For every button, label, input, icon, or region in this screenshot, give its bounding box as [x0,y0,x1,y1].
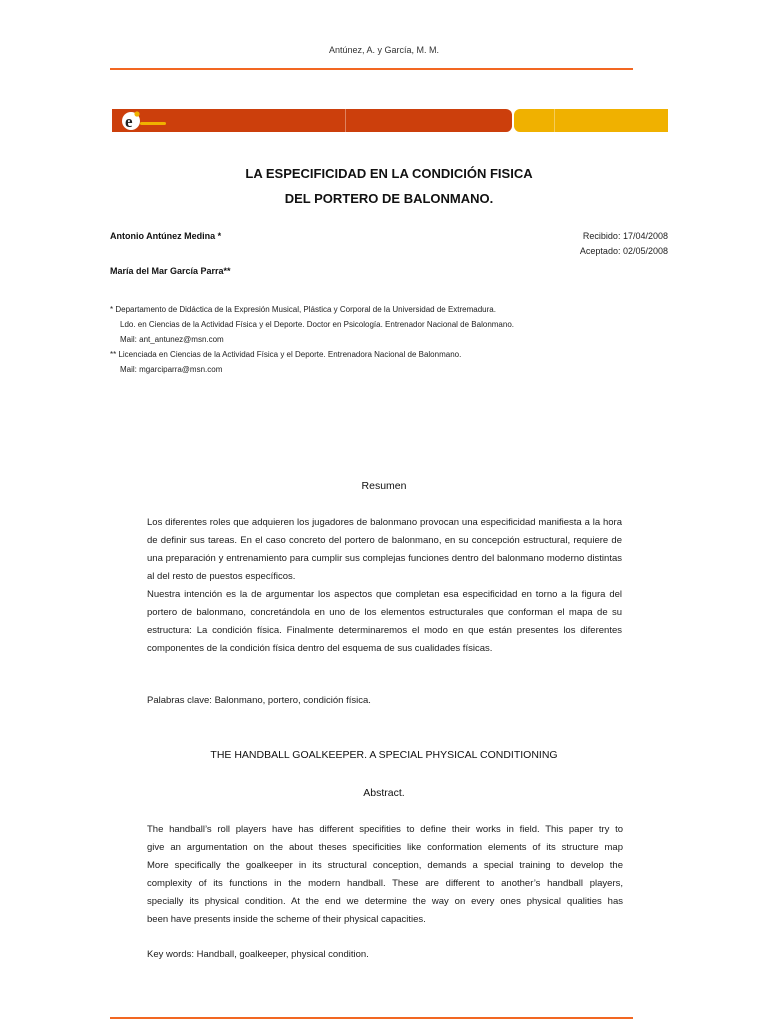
banner-yellow-bar [514,109,668,132]
abstract-line: give an argumentation on the about theses specificities like conformation elements of its structure map [147,842,623,853]
running-head: Antúnez, A. y García, M. M. [328,45,440,55]
accepted-date: Aceptado: 02/05/2008 [579,246,668,256]
banner-red-bar [112,109,512,132]
affiliations [110,302,514,377]
affiliation-line: * Departamento de Didáctica de la Expresión Musical, Plástica y Corporal de la Universidad de Extremadura. [110,305,496,314]
abstract-line: specially its physical condition. At the end we determine the way on every ones physical qualities has [147,896,623,907]
author-2: María del Mar García Parra** [110,266,231,276]
key-words: Key words: Handball, goalkeeper, physical condition. [147,949,369,960]
e-balonmano-logo-icon [120,110,170,132]
svg-text:e: e [125,112,133,131]
abstract-line: The handball’s roll players have has different specifities to define their works in field. This paper try to [147,824,623,835]
abstract-line: More specifically the goalkeeper in its structural conception, demands a special training to develop the [147,860,623,871]
received-date: Recibido: 17/04/2008 [582,231,668,241]
banner-divider [345,109,346,132]
resumen-paragraph-1: Los diferentes roles que adquieren los jugadores de balonmano provocan una especificidad manifiesta a la hora de definir sus tareas. En el caso concreto del portero de balonmano, en su concepción estructural, requiere de una preparación y entrenamiento para cumplir sus complejas funciones dentro del balonmano moderno distintas al del resto de puestos específicos. [147,517,622,582]
affiliation-line: ** Licenciada en Ciencias de la Actividad Física y el Deporte. Entrenadora Nacional de Balonmano. [110,350,462,359]
author-1: Antonio Antúnez Medina * [110,231,222,241]
affiliation-email: Mail: ant_antunez@msn.com [120,335,224,344]
abstract-heading: Abstract. [363,787,405,799]
palabras-clave: Palabras clave: Balonmano, portero, condición física. [147,695,371,706]
paper-title-line-2: DEL PORTERO DE BALONMANO. [284,191,494,206]
abstract-line: complexity of its functions in the modern handball. These are different to another’s handball players, [147,878,623,889]
english-title: THE HANDBALL GOALKEEPER. A SPECIAL PHYSICAL CONDITIONING [210,749,558,761]
submission-dates [580,229,668,259]
paper-title-line-1: LA ESPECIFICIDAD EN LA CONDICIÓN FISICA [245,166,533,181]
affiliation-email: Mail: mgarciparra@msn.com [120,365,223,374]
journal-banner [112,109,668,132]
resumen-paragraph-2: Nuestra intención es la de argumentar los aspectos que completan esa especificidad en torno a la figura del portero de balonmano, concretándola en uno de los elementos estructurales que conforman el mapa de su estructura: La condición física. Finalmente determinaremos el modo en que están presentes los diferentes componentes de la condición física dentro del esquema de sus cualidades físicas. [147,589,622,654]
banner-divider [554,109,555,132]
resumen-heading: Resumen [361,480,407,492]
affiliation-line: Ldo. en Ciencias de la Actividad Física y el Deporte. Doctor en Psicología. Entrenador Nacional de Balonmano. [120,320,514,329]
header-rule [110,68,633,70]
abstract-line: been have presents inside the scheme of their physical capacities. [147,914,426,925]
resumen-body [147,514,622,658]
footer-rule [110,1017,633,1019]
